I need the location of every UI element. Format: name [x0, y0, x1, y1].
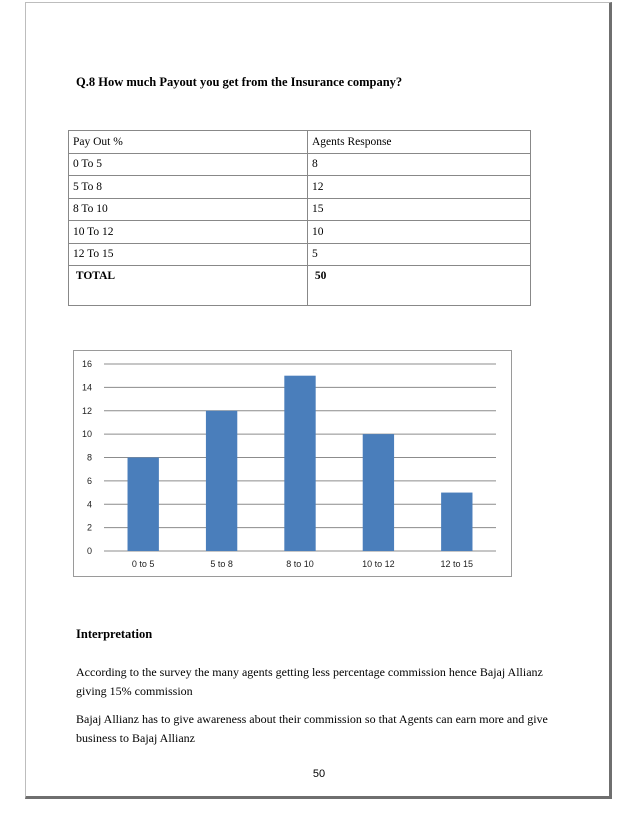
table-cell: 8 [308, 153, 531, 176]
y-tick-label: 8 [86, 452, 92, 463]
y-tick-label: 12 [81, 405, 92, 416]
x-tick-label: 5 to 8 [210, 559, 233, 569]
y-tick-label: 4 [86, 499, 92, 510]
bar [128, 458, 159, 552]
y-tick-label: 0 [86, 546, 92, 556]
table-row [69, 243, 531, 266]
table-cell: 5 To 8 [69, 176, 308, 199]
table-cell: 12 To 15 [69, 243, 308, 266]
table-header-row [69, 131, 531, 154]
bar-chart [73, 350, 512, 577]
table-row [69, 221, 531, 244]
bar-chart-svg [74, 351, 511, 576]
y-tick-label: 10 [81, 429, 92, 440]
total-value [308, 266, 531, 306]
bar [441, 493, 472, 551]
question-heading: Q.8 How much Payout you get from the Insurance company? [76, 75, 403, 89]
total-label [69, 266, 308, 306]
interpretation-paragraph: According to the survey the many agents getting less percentage commission hence Bajaj Allianz giving 15% commission [76, 665, 543, 698]
table-header-cell: Pay Out % [69, 131, 308, 154]
bar [206, 411, 237, 551]
bar [284, 376, 315, 551]
bar [363, 434, 394, 551]
table-cell: 10 To 12 [69, 221, 308, 244]
table-row [69, 153, 531, 176]
response-table [68, 130, 531, 306]
table-header-cell: Agents Response [308, 131, 531, 154]
table-cell: 12 [308, 176, 531, 199]
table-row [69, 198, 531, 221]
x-tick-label: 0 to 5 [131, 559, 155, 569]
table-row [69, 176, 531, 199]
page-number: 50 [312, 768, 326, 780]
total-label-text: TOTAL [75, 270, 116, 282]
table-cell: 0 To 5 [69, 153, 308, 176]
interpretation-paragraph: Bajaj Allianz has to give awareness about their commission so that Agents can earn more and give business to Bajaj Allianz [76, 712, 548, 745]
table-cell: 8 To 10 [69, 198, 308, 221]
table-cell: 10 [308, 221, 531, 244]
y-tick-label: 2 [86, 522, 92, 533]
x-tick-label: 10 to 12 [362, 559, 395, 569]
interpretation-heading: Interpretation [76, 627, 153, 641]
y-tick-label: 14 [81, 382, 92, 393]
table-total-row [69, 266, 531, 306]
y-tick-label: 16 [81, 359, 92, 369]
total-value-text: 50 [314, 270, 327, 282]
table-cell: 5 [308, 243, 531, 266]
y-tick-label: 6 [86, 475, 92, 486]
x-tick-label: 12 to 15 [440, 559, 474, 569]
table-cell: 15 [308, 198, 531, 221]
x-tick-label: 8 to 10 [286, 559, 314, 569]
